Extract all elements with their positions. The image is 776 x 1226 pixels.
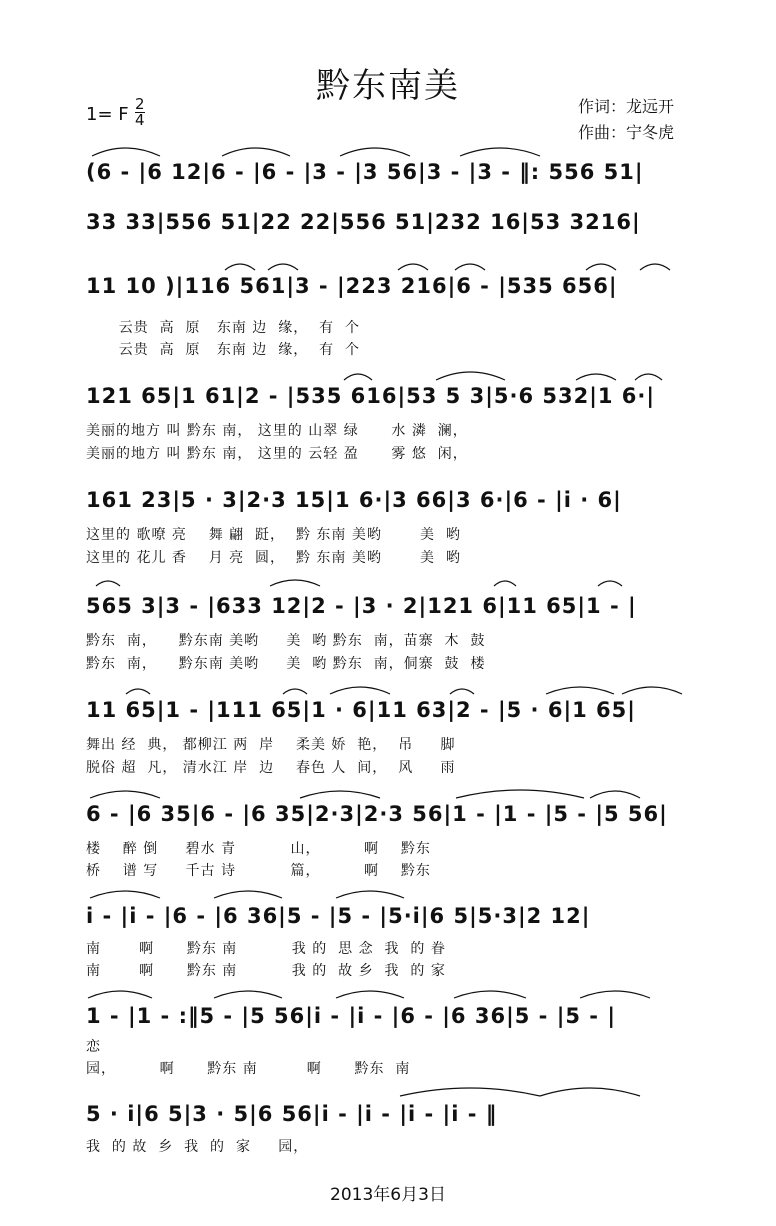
time-signature-top: 2 <box>135 95 145 113</box>
lyrics-line-5-verse-1: 这里的 歌嘹 亮 舞 翩 跹， 黔 东南 美哟 美 哟 <box>86 527 461 543</box>
notation-line-7: 11 65|1 - |111 65|1 · 6|11 63|2 - |5 · 6|1 65| <box>86 698 636 722</box>
slur <box>635 374 662 380</box>
lyrics-line-11-verse-1: 我 的 故 乡 我 的 家 园， <box>86 1139 309 1155</box>
notation-line-2: 33 33|556 51|22 22|556 51|232 16|53 3216| <box>86 210 641 234</box>
slur <box>300 791 380 798</box>
slur <box>540 1088 640 1096</box>
slur <box>460 148 540 156</box>
notation-line-9: i - |i - |6 - |6 36|5 - |5 - |5·i|6 5|5·3|2 12| <box>86 904 591 928</box>
lyrics-line-9-verse-2: 南 啊 黔东 南 我 的 故 乡 我 的 家 <box>86 963 446 979</box>
key-signature: 1= F <box>86 104 129 125</box>
lyrics-line-6-verse-2: 黔东 南， 黔东南 美哟 美 哟 黔东 南，侗寨 鼓 楼 <box>86 656 486 672</box>
notation-line-1: (6 - |6 12|6 - |6 - |3 - |3 56|3 - |3 - ‖: 556 51| <box>86 160 644 184</box>
lyrics-line-5-verse-2: 这里的 花儿 香 月 亮 圆， 黔 东南 美哟 美 哟 <box>86 550 461 566</box>
lyrics-line-7-verse-1: 舞出 经 典， 都柳江 两 岸 柔美 娇 艳， 吊 脚 <box>86 737 456 753</box>
lyrics-line-4-verse-1: 美丽的地方 叫 黔东 南， 这里的 山翠 绿 水 潾 澜， <box>86 423 468 439</box>
song-title: 黔东南美 <box>316 66 460 106</box>
slur <box>283 689 307 694</box>
notation-line-10: 1 - |1 - :‖5 - |5 56|i - |i - |6 - |6 36|5 - |5 - | <box>86 1004 616 1028</box>
slur <box>546 687 614 694</box>
lyricist-credit: 作词：龙远开 <box>578 97 675 116</box>
notation-line-6: 565 3|3 - |633 12|2 - |3 · 2|121 6|11 65|1 - | <box>86 594 637 618</box>
composer-credit: 作曲：宁冬虎 <box>578 123 675 142</box>
slur <box>398 264 428 270</box>
slur <box>214 891 282 898</box>
slur <box>580 991 650 998</box>
slur <box>400 1088 540 1096</box>
slur <box>90 791 160 798</box>
slur <box>92 148 160 156</box>
slur <box>454 991 526 998</box>
lyrics-line-8-verse-2: 桥 谱 写 千古 诗 篇， 啊 黔东 <box>86 863 431 879</box>
lyrics-line-4-verse-2: 美丽的地方 叫 黔东 南， 这里的 云轻 盈 雾 悠 闲， <box>86 446 468 462</box>
slur <box>640 264 670 270</box>
slur <box>450 689 474 694</box>
notation-line-8: 6 - |6 35|6 - |6 35|2·3|2·3 56|1 - |1 - |5 - |5 56| <box>86 802 668 826</box>
slur <box>344 374 372 380</box>
slur <box>336 891 404 898</box>
lyrics-line-3-verse-2: 云贵 高 原 东南 边 缘， 有 个 <box>86 342 361 358</box>
slur <box>225 264 255 270</box>
slur <box>340 148 410 156</box>
slur <box>586 264 616 270</box>
slur <box>270 580 320 586</box>
slur <box>436 372 505 380</box>
lyrics-line-9-verse-1: 南 啊 黔东 南 我 的 思 念 我 的 眷 <box>86 941 446 957</box>
notation-line-11: 5 · i|6 5|3 · 5|6 56|i - |i - |i - |i - ‖ <box>86 1102 498 1126</box>
slur <box>622 687 682 694</box>
notation-line-5: 161 23|5 · 3|2·3 15|1 6·|3 66|3 6·|6 - |i · 6| <box>86 488 622 512</box>
slur <box>576 374 616 380</box>
slur <box>90 891 160 898</box>
slur <box>456 790 584 798</box>
slur <box>330 687 390 694</box>
slur <box>494 581 516 586</box>
slur <box>598 581 622 586</box>
lyrics-line-6-verse-1: 黔东 南， 黔东南 美哟 美 哟 黔东 南，苗寨 木 鼓 <box>86 633 486 649</box>
slur <box>222 148 290 156</box>
lyrics-line-10-verse-2: 园， 啊 黔东 南 啊 黔东 南 <box>86 1061 411 1077</box>
slur <box>214 991 282 998</box>
slur <box>268 264 298 270</box>
notation-line-4: 121 65|1 61|2 - |535 616|53 5 3|5·6 532|1 6·| <box>86 384 656 408</box>
slur <box>455 264 485 270</box>
slur <box>88 991 152 998</box>
notation-line-3: 11 10 )|116 561|3 - |223 216|6 - |535 656| <box>86 274 618 298</box>
slur <box>96 581 120 586</box>
slur <box>336 991 404 998</box>
slur <box>126 689 150 694</box>
lyrics-line-3-verse-1: 云贵 高 原 东南 边 缘， 有 个 <box>86 320 361 336</box>
date-footer: 2013年6月3日 <box>330 1185 446 1205</box>
time-signature-bottom: 4 <box>135 111 145 129</box>
lyrics-line-10-verse-1: 恋 <box>86 1039 101 1055</box>
lyrics-line-8-verse-1: 楼 醉 倒 碧水 青 山， 啊 黔东 <box>86 841 431 857</box>
slur <box>590 791 640 798</box>
lyrics-line-7-verse-2: 脱俗 超 凡， 清水江 岸 边 春色 人 间， 风 雨 <box>86 760 456 776</box>
